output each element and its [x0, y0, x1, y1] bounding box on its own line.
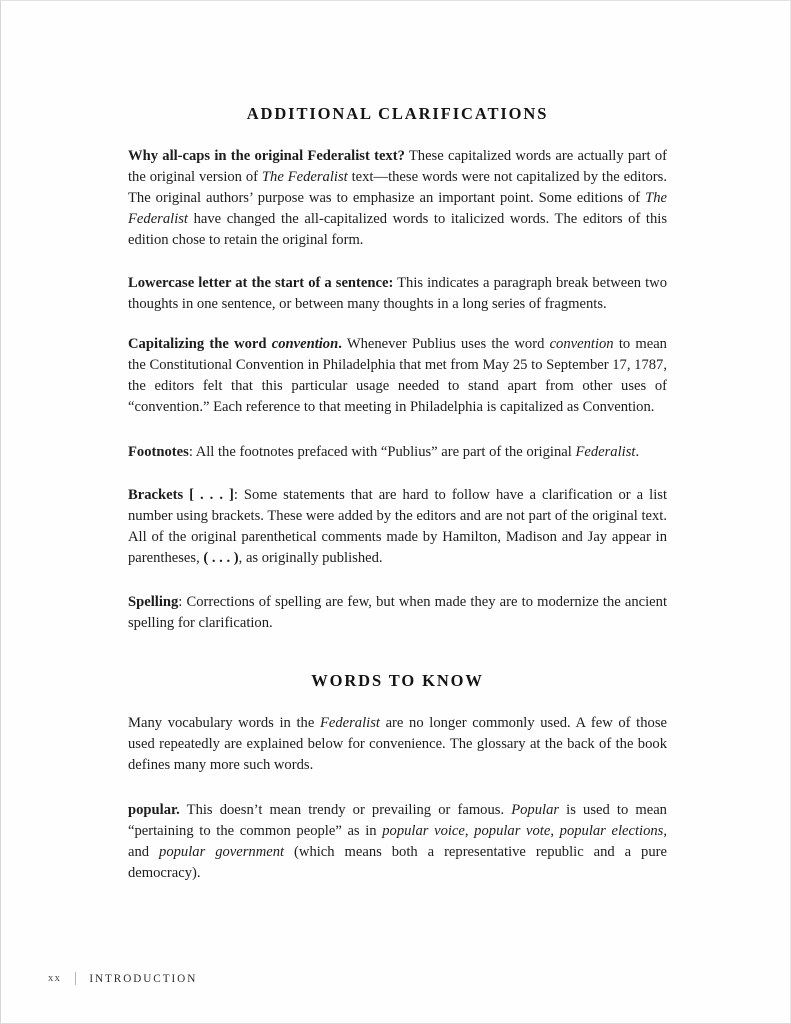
paragraph-spelling-body-1: : Corrections of spelling are few, but when made they are to modernize the ancient spelling for clarification.: [128, 594, 667, 632]
paragraph-capitalizing-convention-italic-1: convention: [549, 336, 614, 352]
paragraph-popular-entry: [128, 800, 667, 884]
running-head: INTRODUCTION: [89, 972, 198, 985]
paragraph-words-intro-wrap: [128, 713, 667, 776]
lead-text-2: .: [338, 336, 342, 352]
paragraph-popular-entry-body-6: (which means both a representative republic and a pure democracy).: [128, 844, 667, 882]
paragraph-spelling: [128, 592, 667, 634]
lead-italic-convention: convention: [271, 336, 339, 352]
section-heading-words-to-know-wrap: [128, 671, 667, 691]
paragraph-popular-entry-body-2: is used to mean “pertaining to the common people” as in: [128, 802, 667, 840]
paragraph-popular-entry-italic-2: popular voice: [382, 823, 465, 840]
paragraph-lowercase-letter-body-1: This indicates a paragraph break between two thoughts in one sentence, or between many thoughts in a long series of fragments.: [128, 275, 667, 313]
paragraph-brackets: [128, 485, 667, 569]
paragraph-popular-entry-italic-3: popular vote: [474, 823, 551, 840]
section-heading-additional-clarifications-wrap: [128, 104, 667, 124]
lead-text-1: Capitalizing the word: [128, 336, 272, 352]
paragraph-lowercase-letter: [128, 273, 667, 315]
section-heading-additional-clarifications: ADDITIONAL CLARIFICATIONS: [246, 104, 549, 123]
paragraph-spelling-wrap: [128, 592, 667, 634]
paragraph-all-caps-body-1: These capitalized words are actually part of the original version of: [128, 148, 667, 186]
paragraph-capitalizing-convention-wrap: [128, 334, 667, 418]
paragraph-lowercase-letter-wrap: [128, 273, 667, 315]
paragraph-capitalizing-convention-body-1: Whenever Publius uses the word: [341, 336, 550, 352]
paragraph-words-intro-italic-1: Federalist: [319, 715, 380, 731]
paragraph-popular-entry-body-4: ,: [550, 823, 560, 840]
paragraph-all-caps-lead: Why all-caps in the original Federalist text?: [128, 148, 405, 164]
paragraph-brackets-lead: Brackets [ . . . ]: [128, 487, 234, 503]
paragraph-words-intro: [128, 713, 667, 776]
paragraph-popular-entry-lead: popular.: [128, 802, 180, 818]
paragraph-capitalizing-convention: [128, 334, 667, 418]
paragraph-popular-entry-body-3: ,: [464, 823, 475, 840]
paragraph-brackets-body-1: : Some statements that are hard to follow have a clarification or a list number using brackets. These were added by the editors and are not part of the original text. All of the original parenthetical comments made by Hamilton, Madison and Jay appear in parentheses,: [128, 487, 667, 567]
paragraph-all-caps-body-3: have changed the all-capitalized words to italicized words. The editors of this edition chose to retain the original form.: [128, 211, 667, 249]
paragraph-all-caps-italic-2: The Federalist: [128, 190, 667, 228]
paragraph-all-caps-body-2: text—these words were not capitalized by the editors. The original authors’ purpose was to emphasize an important point. Some editions of: [128, 169, 667, 207]
page-footer: [48, 972, 197, 985]
paragraph-brackets-bold-parens: ( . . . ): [203, 550, 239, 567]
paragraph-brackets-body-2: , as originally published.: [238, 550, 383, 567]
paragraph-footnotes-body-2: .: [635, 444, 640, 460]
paragraph-words-intro-body-1: Many vocabulary words in the: [128, 715, 320, 731]
paragraph-popular-entry-italic-1: Popular: [511, 802, 560, 818]
paragraph-popular-entry-italic-4: popular elections: [559, 823, 664, 840]
paragraph-popular-entry-body-1: This doesn’t mean trendy or prevailing or famous.: [179, 802, 512, 818]
paragraph-popular-entry-italic-5: popular government: [159, 844, 285, 861]
paragraph-footnotes-body-1: : All the footnotes prefaced with “Publius” are part of the original: [188, 444, 576, 460]
paragraph-popular-entry-wrap: [128, 800, 667, 884]
paragraph-capitalizing-convention-lead: [128, 336, 342, 352]
paragraph-all-caps-italic-1: The Federalist: [261, 169, 348, 186]
paragraph-capitalizing-convention-body-2: to mean the Constitutional Convention in Philadelphia that met from May 25 to September 17, 1787, the editors felt that this particular usage needed to stand apart from other uses of “convention.” Each reference to that meeting in Philadelphia is capitalized as Convention.: [128, 336, 667, 416]
paragraph-words-intro-body-2: are no longer commonly used. A few of those used repeatedly are explained below for convenience. The glossary at the back of the book defines many more such words.: [128, 715, 667, 774]
paragraph-footnotes-wrap: [128, 442, 667, 463]
paragraph-lowercase-letter-lead: Lowercase letter at the start of a sentence:: [128, 275, 394, 291]
section-heading-words-to-know: WORDS TO KNOW: [311, 671, 484, 690]
footer-divider: [75, 972, 76, 985]
paragraph-footnotes: [128, 442, 667, 463]
paragraph-all-caps: [128, 146, 667, 251]
paragraph-footnotes-italic-1: Federalist: [575, 444, 636, 460]
paragraph-brackets-wrap: [128, 485, 667, 569]
paragraph-popular-entry-body-5: , and: [128, 823, 668, 861]
paragraph-footnotes-lead: Footnotes: [128, 444, 189, 460]
page-number: xx: [48, 973, 62, 984]
paragraph-spelling-lead: Spelling: [128, 594, 179, 610]
paragraph-all-caps-wrap: [128, 146, 667, 251]
